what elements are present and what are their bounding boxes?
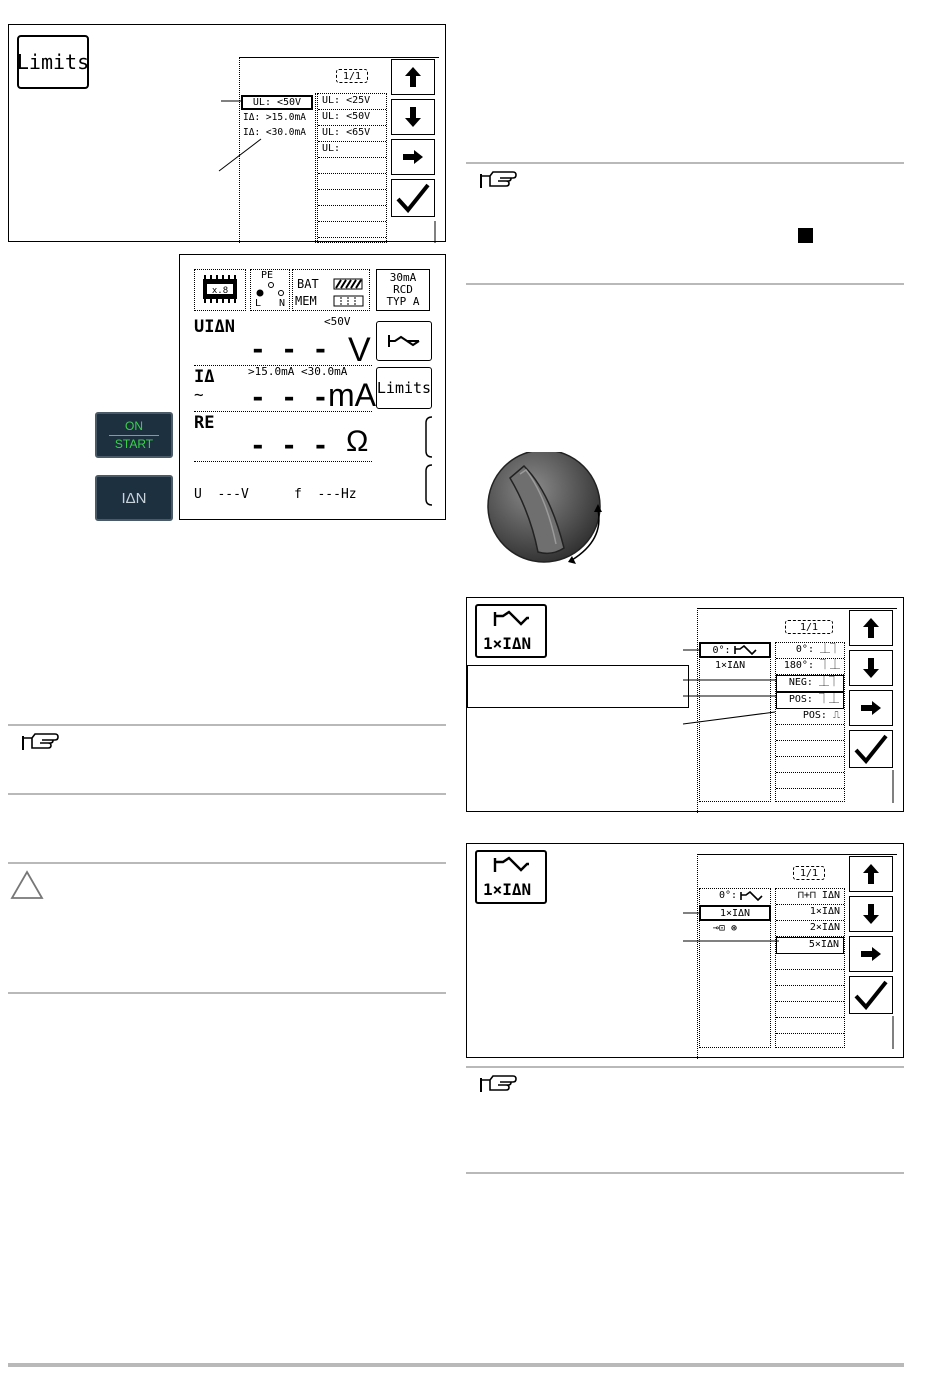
connection-box <box>250 269 290 311</box>
uidn-unit: V <box>348 331 371 369</box>
limits-figure <box>8 24 446 242</box>
on-label: ON <box>125 418 143 433</box>
option-1x[interactable]: 1×IΔN <box>776 905 844 921</box>
rotary-selector-icon <box>480 452 620 570</box>
halfwave-icon <box>387 333 421 349</box>
option-ul-custom[interactable]: UL: <box>318 142 386 158</box>
ul-limit-value: <50V <box>324 315 351 328</box>
key-divider <box>109 435 159 436</box>
page-indicator: 1/1 <box>793 866 825 880</box>
selected-multiplier[interactable]: 1×IΔN <box>699 905 771 921</box>
frequency-readout: f ---Hz <box>294 487 357 502</box>
option-0-deg[interactable]: 0°: ⏊⏋ <box>776 643 844 659</box>
uidn-label: UIΔN <box>194 317 235 337</box>
limits-softkey[interactable]: Limits <box>376 367 432 409</box>
start-label: START <box>114 436 154 451</box>
rule <box>466 162 904 164</box>
waveform-button[interactable] <box>376 321 432 361</box>
multiplier-figure <box>466 843 904 1058</box>
idelta-value: - - - <box>250 383 329 413</box>
re-value: - - - <box>250 431 329 461</box>
option-pos-halfwave[interactable]: POS: ⏋⏊ <box>776 692 844 709</box>
idelta-unit: mA <box>328 377 376 413</box>
option-neg[interactable]: NEG: ⏊⏋ <box>776 675 844 692</box>
option-pos-dc[interactable]: POS: ⎍ <box>776 709 844 725</box>
waveform-softkey-label: 1×IΔN <box>483 880 532 899</box>
rule <box>8 992 446 994</box>
rcd-adapter-icon <box>195 270 245 310</box>
ac-wave-icon: ∼ <box>194 385 204 404</box>
leader-lines <box>9 25 447 243</box>
on-start-key[interactable] <box>95 412 173 458</box>
battery-icon <box>333 278 365 290</box>
probe-icon: ⊸⊡ ⊛ <box>713 923 738 934</box>
rule <box>8 862 446 864</box>
option-ul-65[interactable]: UL: <65V <box>318 126 386 142</box>
idelta-label: IΔ <box>194 367 215 387</box>
re-label: RE <box>194 413 215 433</box>
idelta-min-limit[interactable]: IΔ: >15.0mA <box>243 112 306 123</box>
n-label: N <box>279 298 286 309</box>
leader-lines <box>467 598 905 813</box>
bracket-softkey-4 <box>424 463 434 507</box>
option-ul-25[interactable]: UL: <25V <box>318 94 386 110</box>
selected-phase-label: 0°: <box>719 890 738 901</box>
option-2x[interactable]: 2×IΔN <box>776 921 844 937</box>
selected-phase-label: 0°: <box>712 644 731 656</box>
row-divider <box>194 411 372 412</box>
uidn-value: - - - <box>250 335 329 365</box>
rule <box>466 283 904 285</box>
limits-button[interactable]: Limits <box>17 35 89 89</box>
option-ramp[interactable]: ⊓+⊓ IΔN <box>776 889 844 905</box>
page-indicator: 1/1 <box>336 69 368 83</box>
idn-key[interactable] <box>95 475 173 521</box>
rule <box>466 1066 904 1068</box>
rule <box>8 724 446 726</box>
page-indicator: 1/1 <box>785 620 833 634</box>
selected-ul-limit[interactable]: UL: <50V <box>241 95 313 110</box>
rule <box>8 793 446 795</box>
memory-icon <box>333 295 365 307</box>
idelta-limits: >15.0mA <30.0mA <box>248 365 348 378</box>
option-ul-50[interactable]: UL: <50V <box>318 110 386 126</box>
idn-label: IΔN <box>121 489 147 507</box>
footer-rule <box>8 1363 904 1367</box>
selected-multiplier[interactable]: 1×IΔN <box>715 660 746 671</box>
pointing-hand-icon <box>20 730 60 752</box>
option-5x[interactable]: 5×IΔN <box>776 937 844 954</box>
svg-text:x.8: x.8 <box>211 286 229 296</box>
rule <box>466 1172 904 1174</box>
idelta-max-limit[interactable]: IΔ: <30.0mA <box>243 127 306 138</box>
pe-label: PE <box>261 270 274 281</box>
waveform-figure <box>466 597 904 812</box>
row-divider <box>194 461 372 462</box>
waveform-softkey-label: 1×IΔN <box>483 634 532 653</box>
l-label: L <box>255 298 262 309</box>
re-unit: Ω <box>346 425 369 458</box>
measurement-display <box>179 254 446 520</box>
pointing-hand-icon <box>478 1072 518 1094</box>
plug-icon-box <box>194 269 246 311</box>
end-marker <box>798 228 813 243</box>
warning-triangle-icon <box>10 870 44 900</box>
mem-label: MEM <box>295 294 317 308</box>
leader-lines <box>467 844 905 1059</box>
rcd-type-box: 30mA RCD TYP A <box>376 269 430 311</box>
bat-label: BAT <box>297 277 319 291</box>
battery-memory-box <box>292 269 370 311</box>
option-180-deg[interactable]: 180°: ⏋⏊ <box>776 659 844 675</box>
pointing-hand-icon <box>478 168 518 190</box>
bracket-softkey-3 <box>424 415 434 459</box>
voltage-readout: U ---V <box>194 487 249 502</box>
